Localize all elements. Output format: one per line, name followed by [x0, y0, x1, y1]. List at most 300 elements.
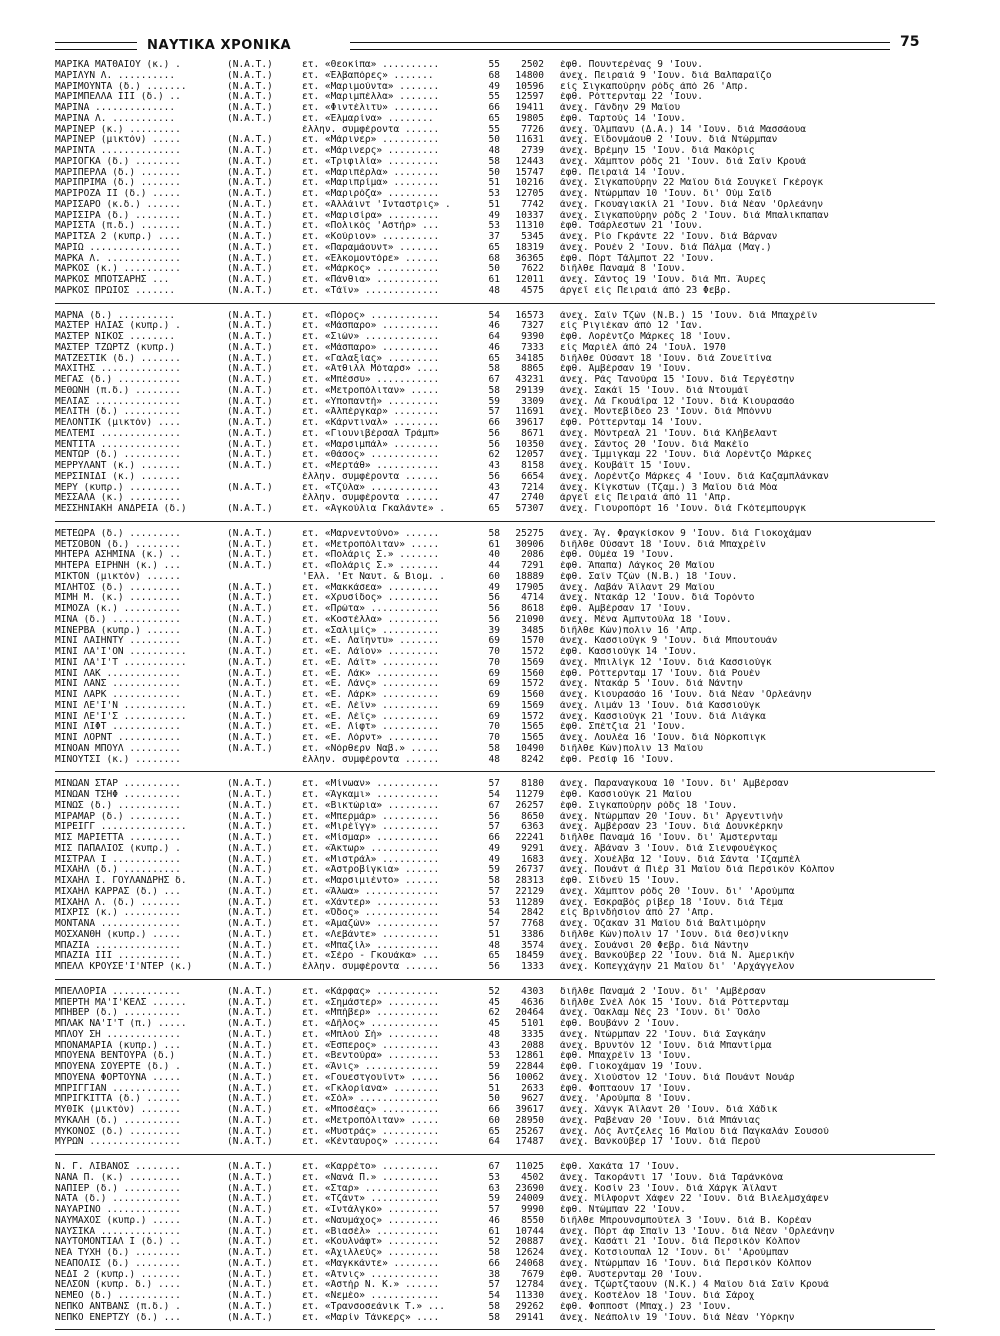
- table-row: [55, 1173, 935, 1184]
- position-report: είς Βρινδήσιον άπό 27 'Απρ.: [560, 908, 715, 919]
- agent: ετ. «Μίσμαρ» ...........: [302, 833, 440, 843]
- agent: ετ. «Μπέσσυ» ...........: [302, 375, 440, 385]
- registry: (Ν.Α.Τ.): [227, 210, 273, 221]
- build-year: 57: [488, 407, 500, 418]
- table-row: [55, 833, 935, 844]
- agent: ετ. «Ε. Λέϊν» ..........: [302, 700, 440, 711]
- agent: ετ. «Μπαζίλ» ...........: [302, 940, 440, 951]
- ship-name: Ν. Γ. ΛΙΒΑΝΟΣ ........: [55, 1162, 181, 1172]
- ship-name: ΜΠΡΙΓΓΙΑΝ ............: [55, 1083, 181, 1094]
- agent: ετ. «Ἰντάλγκο» .........: [302, 1205, 440, 1215]
- build-year: 54: [488, 310, 500, 321]
- agent: ετ. «Όδος» .............: [302, 908, 440, 919]
- position-report: άνεχ. Χάνγκ Ἄϊλαντ 20 'Ιουν. διά Χάδικ: [560, 1105, 778, 1115]
- tonnage: 2088: [521, 1040, 544, 1051]
- table-row: [55, 135, 935, 146]
- position-report: άνεχ. Μοντεβίδεο 23 'Ιουν. διά Μπόννυ: [560, 407, 772, 418]
- build-year: 54: [488, 908, 500, 919]
- ship-name: ΜΑΣΤΕΡ ΤΖΩΡΤΖ (κυπρ.): [55, 342, 176, 353]
- ship-name: ΜΙΧΑΗΛ ΚΑΡΡΑΣ (δ.) ...: [55, 886, 181, 897]
- ship-name: ΜΕΡΣΙΝΙΔΙ (κ.) .......: [55, 471, 181, 482]
- table-row: [55, 407, 935, 418]
- table-row: [55, 483, 935, 494]
- agent: ετ. «Τζύλα» ............: [302, 482, 440, 493]
- tonnage: 2739: [521, 146, 544, 156]
- tonnage: 12443: [515, 156, 544, 167]
- agent: ετ. «Χρυσίδος» .........: [302, 593, 440, 604]
- ship-name: ΜΥΚΑΛΗ (δ.) ..........: [55, 1115, 181, 1126]
- tonnage: 20464: [515, 1008, 544, 1019]
- agent: ετ. «Βεντούρα» .........: [302, 1051, 440, 1062]
- build-year: 61: [488, 1226, 500, 1237]
- agent: ετ. «Νόρθερν Ναβ.» .....: [302, 743, 440, 754]
- agent: ετ. «Μαρισίρα» .........: [302, 210, 440, 221]
- build-year: 66: [488, 103, 500, 113]
- position-report: έφθ. Ταρτούς 14 'Ιουν.: [560, 113, 686, 124]
- table-row: [55, 1313, 935, 1324]
- ship-name: ΝΕΑΠΟΛΙΣ (δ.) ........: [55, 1258, 181, 1269]
- agent: ετ. «Μαρσιμιέντο» ......: [302, 876, 440, 886]
- agent: ετ. «Πάνθια» ...........: [302, 275, 440, 285]
- tonnage: 6654: [521, 471, 544, 482]
- build-year: 46: [488, 321, 500, 332]
- table-row: [55, 286, 935, 297]
- table-row: [55, 450, 935, 461]
- tonnage: 34185: [515, 353, 544, 364]
- table-row: [55, 321, 935, 332]
- registry: (Ν.Α.Τ.): [227, 1115, 273, 1126]
- position-report: άνεχ. Ντακάρ 5 'Ιουν. διά Νάντην: [560, 679, 744, 690]
- tonnage: 12705: [515, 189, 544, 199]
- tonnage: 8550: [521, 1215, 544, 1226]
- build-year: 57: [488, 886, 500, 897]
- position-report: άνεχ. Γιουροπόρτ 16 'Ιουν. διά Γκότεμπουργκ: [560, 504, 806, 514]
- agent: έλλην. συμφέροντα ......: [302, 493, 440, 504]
- position-report: έφθ. Σπέτζια 21 'Ιουν.: [560, 722, 686, 733]
- agent: ετ. «Ε. Λέϊς» ..........: [302, 711, 440, 722]
- agent: ετ. «Πολάρις Σ.» .......: [302, 561, 440, 571]
- tonnage: 5101: [521, 1019, 544, 1029]
- registry: (Ν.Α.Τ.): [227, 70, 273, 81]
- ship-name: ΝΑΥΤΟΜΟΝΤΙΑΛ Ι (δ.) ..: [55, 1237, 181, 1248]
- ship-name: ΜΙΝΩΑΝ ΤΣΗΦ ..........: [55, 790, 181, 800]
- build-year: 58: [488, 1301, 500, 1312]
- table-row: [55, 461, 935, 472]
- build-year: 45: [488, 997, 500, 1008]
- agent: ετ. «Νανά Π.» ..........: [302, 1172, 440, 1183]
- ship-name: ΜΑΤΖΕΣΤΙΚ (δ.) .......: [55, 353, 181, 364]
- tonnage: 4714: [521, 593, 544, 604]
- ship-name: ΝΑΥΣΙΚΑ ..............: [55, 1226, 181, 1237]
- table-row: [55, 790, 935, 801]
- table-row: [55, 386, 935, 397]
- ship-name: ΜΕΡΡΥΛΑΝΤ (κ.) .......: [55, 461, 181, 471]
- position-report: άνεχ. Έσκραβός ρίβερ 18 'Ιουν. διά Τέμα: [560, 897, 784, 908]
- ship-name: ΜΙΝΙ ΛΟΡΝΤ ...........: [55, 733, 181, 743]
- table-row: [55, 157, 935, 168]
- build-year: 69: [488, 668, 500, 679]
- build-year: 59: [488, 396, 500, 407]
- tonnage: 9990: [521, 1205, 544, 1215]
- position-report: άνεχ. Λουλέα 16 'Ιουν. διά Νόρκοπιγκ: [560, 733, 766, 743]
- tonnage: 19411: [515, 103, 544, 113]
- position-report: διῆλθε Ούσαντ 18 'Ιουν. διά Ζουεϊτίνα: [560, 353, 772, 364]
- tonnage: 8242: [521, 754, 544, 765]
- table-row: [55, 572, 935, 583]
- registry: (Ν.Α.Τ.): [227, 625, 273, 636]
- tonnage: 36365: [515, 253, 544, 264]
- tonnage: 15747: [515, 167, 544, 178]
- table-row: [55, 744, 935, 755]
- tonnage: 1572: [521, 647, 544, 657]
- tonnage: 2502: [521, 60, 544, 70]
- agent: ετ. «Ναυμάχος» .........: [302, 1215, 440, 1226]
- table-row: [55, 1105, 935, 1116]
- agent: ετ. «Σιών» .............: [302, 332, 440, 342]
- ship-name: ΜΑΡΙΣΙΡΑ (δ.) ........: [55, 210, 181, 221]
- registry: (Ν.Α.Τ.): [227, 962, 273, 972]
- registry: [227, 572, 302, 583]
- position-report: άνεχ. Ρίο Γκράντε 22 'Ιουν. διά Βάρναν: [560, 232, 778, 242]
- tonnage: 19805: [515, 113, 544, 124]
- ship-name: ΜΑΡΚΟΣ (κ.) ..........: [55, 264, 181, 275]
- ship-name: ΜΗΤΕΡΑ ΑΣΗΜΙΝΑ (κ.) ..: [55, 550, 181, 561]
- agent: ετ. «Ε. Λάϊτ» ..........: [302, 657, 440, 668]
- table-row: [55, 844, 935, 855]
- table-row: [55, 1137, 935, 1148]
- ship-name: ΜΙΡΕΪΓΓ ...............: [55, 822, 187, 833]
- agent: ετ. «Τάϊν» .............: [302, 285, 440, 296]
- agent: ετ. «Ἄνις» .............: [302, 1062, 440, 1072]
- position-report: έφθ. Ἄυστερνταμ 20 'Ιουν.: [560, 1269, 703, 1280]
- table-row: [55, 440, 935, 451]
- position-report: άνεχ. Χιούστον 12 'Ιουν. διά Πουάντ Νουάρ: [560, 1072, 795, 1083]
- position-report: άνεχ. Ὄζακαν 31 Μαΐου διά Βαλτιμόρην: [560, 919, 766, 929]
- build-year: 55: [488, 60, 500, 70]
- position-report: έφθ. Γιοκοχάμαν 19 'Ιουν.: [560, 1062, 703, 1072]
- registry: (Ν.Α.Τ.): [227, 1205, 273, 1215]
- position-report: άνεχ. Ἀμβέρσαν 23 'Ιουν. διά Δουνκέρκην: [560, 822, 784, 833]
- registry: (Ν.Α.Τ.): [227, 439, 273, 450]
- build-year: 57: [488, 822, 500, 833]
- agent: ετ. «Γουεστγουϊντ» .....: [302, 1072, 440, 1083]
- ship-name: ΜΙΡΑΜΑΡ (δ.) .........: [55, 811, 181, 822]
- build-year: 67: [488, 1162, 500, 1172]
- registry: (Ν.Α.Τ.): [227, 1226, 273, 1237]
- table-row: [55, 472, 935, 483]
- position-report: άνεχ. Ὄακλαμ Νές 23 'Ιουν. δι' Ὄσλο: [560, 1008, 761, 1019]
- agent: ετ. «Ε. Λάρκ» ..........: [302, 690, 440, 700]
- tonnage: 1333: [521, 962, 544, 972]
- build-year: 70: [488, 733, 500, 743]
- position-report: άνεχ. Ντώρμπαν 20 'Ιουν. δι' Ἀργεντινήν: [560, 811, 784, 822]
- ship-name: ΜΑΡΝΑ (δ.) ..........: [55, 310, 176, 321]
- tonnage: 1572: [521, 679, 544, 690]
- build-year: 56: [488, 614, 500, 625]
- build-year: 63: [488, 1183, 500, 1194]
- build-year: 51: [488, 178, 500, 189]
- tonnage: 4636: [521, 997, 544, 1008]
- position-report: άνεχ. Τζώρτζταουν (Ν.Κ.) 4 Μαΐου διά Σαΐν Κρουά: [560, 1280, 829, 1291]
- position-report: διῆλθε Κών)πολιν 13 Μαΐου: [560, 743, 703, 754]
- position-report: έφθ. Ἄπαπα) Λάγκος 20 Μαΐου: [560, 561, 715, 571]
- ship-name: ΜΑΡΚΑ Λ. .............: [55, 253, 181, 264]
- registry: (Ν.Α.Τ.): [227, 103, 273, 113]
- agent: ετ. «Ἀλλάιντ 'Ινταστρις» .: [302, 199, 451, 210]
- ship-name: ΜΠΟΝΑΜΑΡΙΑ (κυπρ.) ...: [55, 1040, 181, 1051]
- tonnage: 7291: [521, 561, 544, 571]
- agent: ετ. «Μάρκος» ...........: [302, 264, 440, 275]
- ship-group: [55, 1161, 935, 1330]
- tonnage: 1569: [521, 700, 544, 711]
- build-year: 53: [488, 221, 500, 232]
- ship-name: ΝΑΥΑΡΙΝΟ .............: [55, 1205, 181, 1215]
- ship-name: ΜΙΝΙ ΛΑΝΣ ............: [55, 679, 181, 690]
- ship-name: ΝΕΔΙ 2 (κυπρ.) .......: [55, 1269, 181, 1280]
- table-row: [55, 178, 935, 189]
- tonnage: 1570: [521, 636, 544, 647]
- registry: (Ν.Α.Τ.): [227, 604, 273, 614]
- table-row: [55, 103, 935, 114]
- tonnage: 12597: [515, 92, 544, 103]
- agent: ετ. «Καρρέτο» ..........: [302, 1162, 440, 1172]
- agent: ετ. «Ἀτνις» ............: [302, 1269, 440, 1280]
- registry: (Ν.Α.Τ.): [227, 614, 273, 625]
- ship-name: ΜΙΜΟΖΑ (κ.) ..........: [55, 604, 181, 614]
- build-year: 56: [488, 962, 500, 972]
- build-year: 52: [488, 1237, 500, 1248]
- table-row: [55, 71, 935, 82]
- registry: (Ν.Α.Τ.): [227, 986, 273, 997]
- table-row: [55, 1073, 935, 1084]
- registry: (Ν.Α.Τ.): [227, 733, 273, 743]
- registry: (Ν.Α.Τ.): [227, 332, 273, 342]
- table-row: [55, 1259, 935, 1270]
- ship-name: ΜΑΡΙΚΑ ΜΑΤΘΑΙΟΥ (κ.) .: [55, 60, 181, 70]
- position-report: άνεχ. Σάντος 19 'Ιουν. διά Μπ. Ἄυρες: [560, 275, 766, 285]
- agent: ετ. «Ἀτθιλλ Μόταρσ» ....: [302, 364, 440, 375]
- agent: ετ. «Μετροπόλιταν» .....: [302, 539, 440, 550]
- build-year: 56: [488, 439, 500, 450]
- agent: ετ. «Ἄλωα» .............: [302, 886, 440, 897]
- ship-name: ΜΕΤΣΟΒΟΝ (δ.) ........: [55, 539, 181, 550]
- build-year: 48: [488, 754, 500, 765]
- build-year: 60: [488, 571, 500, 582]
- tonnage: 3485: [521, 625, 544, 636]
- tonnage: 7214: [521, 482, 544, 493]
- agent: ετ. «Ἀλπέργκαρ» ........: [302, 407, 440, 418]
- agent: ετ. «Μαριμούντα» .......: [302, 81, 440, 92]
- registry: (Ν.Α.Τ.): [227, 647, 273, 657]
- tonnage: 8618: [521, 604, 544, 614]
- table-row: [55, 189, 935, 200]
- tonnage: 28313: [515, 876, 544, 886]
- agent: ετ. «Ἀστροβίγκια» ......: [302, 865, 440, 876]
- position-report: άνεχ. Κασάτι 21 'Ιουν. διά Περσικόν Κόλπον: [560, 1237, 801, 1248]
- ship-name: ΜΑΡΚΟΣ ΠΡΩΪΟΣ .......: [55, 285, 176, 296]
- build-year: 56: [488, 604, 500, 614]
- registry: (Ν.Α.Τ.): [227, 407, 273, 418]
- ship-name: ΜΑΣΤΕΡ ΗΛΙΑΣ (κυπρ.) .: [55, 321, 181, 332]
- table-row: [55, 364, 935, 375]
- agent: ετ. «Πολάρις Σ.» .......: [302, 550, 440, 561]
- ship-name: ΝΕΠΚΟ ΕΝΕΡΤΖΥ (δ.) ...: [55, 1312, 181, 1323]
- table-row: [55, 1270, 935, 1281]
- table-row: [55, 311, 935, 322]
- registry: (Ν.Α.Τ.): [227, 997, 273, 1008]
- tonnage: 21090: [515, 614, 544, 625]
- build-year: 62: [488, 1008, 500, 1019]
- tonnage: 22241: [515, 833, 544, 843]
- build-year: 53: [488, 897, 500, 908]
- ship-name: ΜΙΝΑ (δ.) ............: [55, 614, 181, 625]
- ship-name: ΜΥΚΟΝΟΣ (δ.) .........: [55, 1126, 181, 1137]
- position-report: άνεχ. Μίλφορντ Χάφεν 22 'Ιουν. διά Βιλελμσχάφεν: [560, 1194, 829, 1205]
- table-row: [55, 375, 935, 386]
- position-report: είς Σιγκαπούρην ρόδς άπό 26 'Απρ.: [560, 81, 749, 92]
- tonnage: 3309: [521, 396, 544, 407]
- table-row: [55, 82, 935, 93]
- registry: (Ν.Α.Τ.): [227, 897, 273, 908]
- build-year: 47: [488, 493, 500, 504]
- table-row: [55, 779, 935, 790]
- tonnage: 10216: [515, 178, 544, 189]
- registry: (Ν.Α.Τ.): [227, 539, 273, 550]
- agent: ετ. «Μετροπόλιταν» .....: [302, 385, 440, 396]
- build-year: 69: [488, 700, 500, 711]
- tonnage: 28950: [515, 1115, 544, 1126]
- tonnage: 4575: [521, 285, 544, 296]
- position-report: έφθ. Ἀμβέρσαν 19 'Ιουν.: [560, 364, 692, 375]
- registry: (Ν.Α.Τ.): [227, 1269, 273, 1280]
- registry: (Ν.Α.Τ.): [227, 1029, 273, 1040]
- registry: (Ν.Α.Τ.): [227, 1280, 273, 1291]
- agent: ετ. «Ἐλβαπόρες» .......: [302, 70, 434, 81]
- position-report: έφθ. Λορέντζο Μάρκες 18 'Ιουν.: [560, 332, 732, 342]
- ship-name: ΜΑΡΙΝΤΑ ..............: [55, 146, 181, 156]
- registry: (Ν.Α.Τ.): [227, 582, 273, 593]
- table-row: [55, 429, 935, 440]
- registry: (Ν.Α.Τ.): [227, 743, 273, 754]
- position-report: άνεχ. Κοτσιουπαλ 12 'Ιουν. δι' 'Αρούμπαν: [560, 1248, 789, 1258]
- ship-name: ΜΙΝΙ ΛΕ'Ι'Σ ...........: [55, 711, 187, 722]
- tonnage: 18319: [515, 242, 544, 253]
- tonnage: 9291: [521, 843, 544, 854]
- tonnage: 7768: [521, 919, 544, 929]
- registry: (Ν.Α.Τ.): [227, 779, 273, 790]
- build-year: 59: [488, 865, 500, 876]
- agent: ετ. «Βικτώρια» .........: [302, 800, 440, 811]
- agent: ετ. «Ἐλκομοντόρε» ......: [302, 253, 440, 264]
- registry: (Ν.Α.Τ.): [227, 700, 273, 711]
- position-report: άνεχ. Κασσιούγκ 9 'Ιουν. διά Μπουτουάν: [560, 636, 778, 647]
- ship-name: ΜΙΝΙ ΛΑΡΚ ............: [55, 690, 181, 700]
- agent: ετ. «Κουλνάφτ» .........: [302, 1237, 440, 1248]
- build-year: 57: [488, 1280, 500, 1291]
- tonnage: 9390: [521, 332, 544, 342]
- position-report: είς Ριγιέκαν άπό 12 'Ιαν.: [560, 321, 703, 332]
- agent: ετ. «Μπερμάρ» ..........: [302, 811, 440, 822]
- build-year: 70: [488, 722, 500, 733]
- ship-name: ΜΙΝΙ ΛΑ'Ι'Τ ...........: [55, 657, 187, 668]
- ship-name: ΜΟΣΧΑΝΘΗ (κυπρ.) .....: [55, 929, 181, 940]
- agent: ετ. «Μάσπαρο» ..........: [302, 342, 440, 353]
- build-year: 55: [488, 124, 500, 135]
- ship-name: ΝΑΝΑ Π. (κ.) .........: [55, 1172, 181, 1183]
- agent: ετ. «Ἀχιλλεύς» .........: [302, 1248, 440, 1258]
- build-year: 49: [488, 210, 500, 221]
- build-year: 66: [488, 418, 500, 428]
- ship-name: ΜΕΡΥ (κυπρ.) .........: [55, 482, 181, 493]
- table-row: [55, 1227, 935, 1238]
- position-report: έφθ. Σιγκαπούρην ρόδς 18 'Ιουν.: [560, 800, 738, 811]
- ship-name: ΜΑΡΙΟΓΚΑ (δ.) ........: [55, 156, 181, 167]
- registry: (Ν.Α.Τ.): [227, 1072, 273, 1083]
- build-year: 61: [488, 539, 500, 550]
- build-year: 68: [488, 253, 500, 264]
- position-report: άνεχ. Κίγκστων (Τζαμ.) 3 Μαΐου διά Μόα: [560, 482, 778, 493]
- build-year: 66: [488, 1258, 500, 1269]
- tonnage: 30906: [515, 539, 544, 550]
- registry: (Ν.Α.Τ.): [227, 221, 273, 232]
- agent: ετ. «Δῆλος» ............: [302, 1019, 440, 1029]
- build-year: 67: [488, 800, 500, 811]
- position-report: έφθ. Ούμέα 19 'Ιουν.: [560, 550, 675, 561]
- agent: ετ. «Θεοκίπα» ..........: [302, 60, 440, 70]
- tonnage: 23690: [515, 1183, 544, 1194]
- tonnage: 8865: [521, 364, 544, 375]
- ship-name: ΜΑΡΙΣΤΑ (π.δ.) .......: [55, 221, 181, 232]
- ship-name: ΜΕΛΟΝΤΙΚ (μικτόν) ....: [55, 418, 181, 428]
- ship-name: ΜΑΡΙΩ ................: [55, 242, 181, 253]
- build-year: 58: [488, 156, 500, 167]
- table-row: [55, 1248, 935, 1259]
- agent: ετ. «Γιουνιβέρσαλ Τράμπ»: [302, 428, 440, 439]
- build-year: 40: [488, 550, 500, 561]
- ship-name: ΜΕΝΤΙΤΑ ..............: [55, 439, 181, 450]
- registry: (Ν.Α.Τ.): [227, 1008, 273, 1019]
- ship-name: ΜΙΝΟΑΝ ΜΠΟΥΛ .........: [55, 743, 181, 754]
- build-year: 65: [488, 1126, 500, 1137]
- tonnage: 22129: [515, 886, 544, 897]
- position-report: άνεχ. Ραβέναν 20 'Ιουν. διά Μπάνιας: [560, 1115, 761, 1126]
- ship-name: ΜΙΧΑΗΛ (δ.) ..........: [55, 865, 181, 876]
- registry: (Ν.Α.Τ.): [227, 1183, 273, 1194]
- table-row: [55, 1084, 935, 1095]
- registry: (Ν.Α.Τ.): [227, 790, 273, 800]
- position-report: άνεχ. Πόρτ άφ Σπαΐν 13 'Ιουν. διά Νέαν 'Ορλεάνην: [560, 1226, 835, 1237]
- registry: (Ν.Α.Τ.): [227, 951, 273, 962]
- build-year: 37: [488, 232, 500, 242]
- agent: ετ. «Υποπαντή» .........: [302, 396, 440, 407]
- ship-listing: [55, 59, 935, 1336]
- tonnage: 1569: [521, 657, 544, 668]
- tonnage: 7327: [521, 321, 544, 332]
- agent: ετ. «Κούριον» ..........: [302, 232, 440, 242]
- build-year: 70: [488, 657, 500, 668]
- registry: (Ν.Α.Τ.): [227, 1105, 273, 1115]
- ship-name: ΜΙΧΡΙΣ (κ.) ..........: [55, 908, 181, 919]
- position-report: έφθ. Κασσιούγκ 14 'Ιουν.: [560, 647, 698, 657]
- table-row: [55, 755, 935, 766]
- agent: ετ. «Μαριρόζα» .........: [302, 189, 440, 199]
- position-report: έφθ. Ρόττερνταμ 14 'Ιουν.: [560, 418, 703, 428]
- position-report: άνεχ. Χουέλβα 12 'Ιουν. διά Σάντα 'Ιζαμπέλ: [560, 854, 801, 865]
- registry: [227, 493, 302, 504]
- ship-name: ΝΕΠΚΟ ΑΝΤΒΑΝΣ (π.δ.) .: [55, 1301, 181, 1312]
- build-year: 69: [488, 636, 500, 647]
- registry: (Ν.Α.Τ.): [227, 657, 273, 668]
